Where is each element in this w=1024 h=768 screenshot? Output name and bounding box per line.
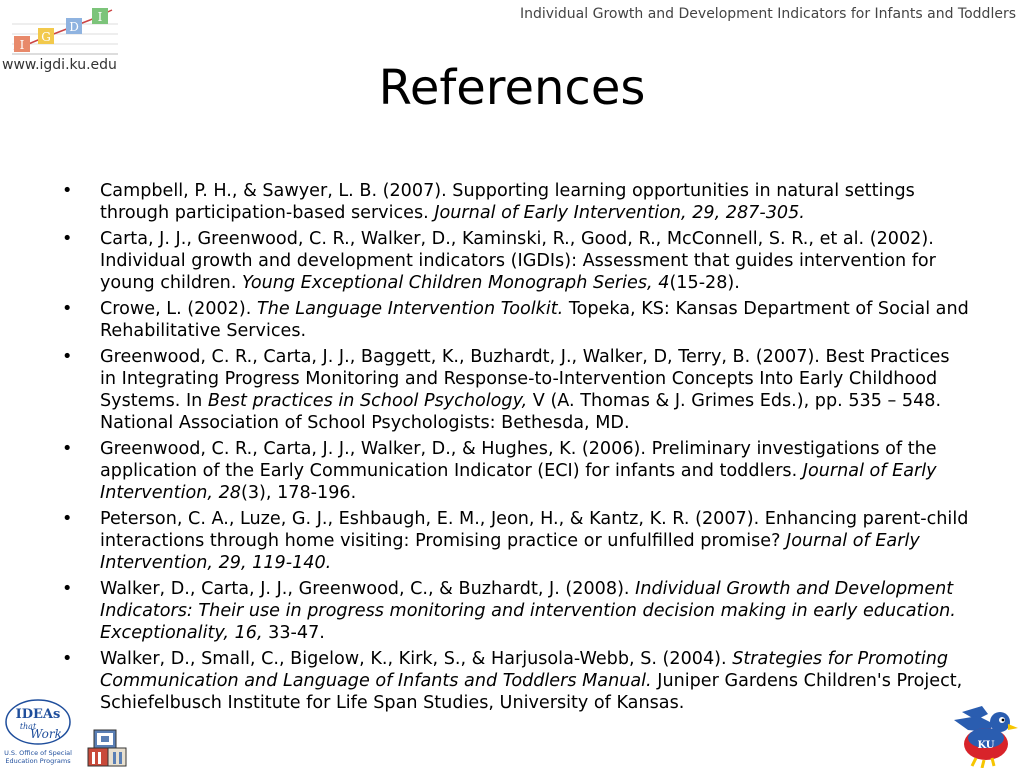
reference-text: 33-47. <box>262 623 325 643</box>
reference-item <box>60 346 970 434</box>
reference-text: Greenwood, C. R., Carta, J. J., Baggett, K., Buzhardt, J., Walker, D, Terry, B. (2007). Best Practices in Integrating Progress Monitoring and Response-to-Intervention Concepts Into Early Childhood Systems. In <box>100 347 950 411</box>
svg-text:Work: Work <box>30 727 62 741</box>
bullet-icon: • <box>62 347 73 367</box>
reference-italic-text: Journal of Early Intervention, 29, 119-140. <box>100 531 920 573</box>
toy-blocks-logo <box>86 728 128 768</box>
reference-italic-text: Best practices in School Psychology, <box>207 391 528 411</box>
reference-item <box>60 180 970 224</box>
svg-text:that: that <box>19 722 37 731</box>
reference-item <box>60 228 970 294</box>
bullet-icon: • <box>62 649 73 669</box>
reference-item <box>60 438 970 504</box>
header-subtitle: Individual Growth and Development Indicators for Infants and Toddlers <box>519 6 1016 22</box>
reference-text: Greenwood, C. R., Carta, J. J., Walker, D., & Hughes, K. (2006). Preliminary investigations of the application of the Early Communication Indicator (ECI) for infants and toddlers. <box>100 439 937 481</box>
svg-text:D: D <box>69 20 79 34</box>
svg-text:IDEAs: IDEAs <box>15 707 61 722</box>
ku-jayhawk-logo <box>948 702 1018 768</box>
page-title: References <box>378 60 646 116</box>
reference-item <box>60 648 970 714</box>
website-url[interactable]: www.igdi.ku.edu <box>2 57 117 73</box>
svg-text:Education Programs: Education Programs <box>5 757 71 765</box>
bullet-icon: • <box>62 509 73 529</box>
reference-text: Campbell, P. H., & Sawyer, L. B. (2007). Supporting learning opportunities in natural settings through participation-based services. <box>100 181 915 223</box>
bullet-icon: • <box>62 299 73 319</box>
reference-text: Walker, D., Carta, J. J., Greenwood, C., & Buzhardt, J. (2008). <box>100 579 636 599</box>
igdi-logo <box>8 4 120 60</box>
reference-item <box>60 578 970 644</box>
reference-text: (15-28). <box>669 273 740 293</box>
reference-text: Crowe, L. (2002). <box>100 299 257 319</box>
reference-text: Topeka, KS: Kansas Department of Social and Rehabilitative Services. <box>100 299 969 341</box>
reference-italic-text: Individual Growth and Development Indicators: Their use in progress monitoring and intervention decision making in early education. Exceptionality, 16, <box>100 579 956 643</box>
reference-text: Carta, J. J., Greenwood, C. R., Walker, D., Kaminski, R., Good, R., McConnell, S. R., et al. (2002). Individual growth and development indicators (IGDIs): Assessment that guides intervention for young children. <box>100 229 936 293</box>
svg-text:I: I <box>97 10 103 24</box>
bullet-icon: • <box>62 439 73 459</box>
bullet-icon: • <box>62 579 73 599</box>
reference-text: V (A. Thomas & J. Grimes Eds.), pp. 535 – 548. National Association of School Psychologists: Bethesda, MD. <box>100 391 942 433</box>
reference-italic-text: Journal of Early Intervention, 29, 287-305. <box>434 203 805 223</box>
reference-item <box>60 298 970 342</box>
reference-italic-text: Strategies for Promoting Communication and Language of Infants and Toddlers Manual. <box>100 649 949 691</box>
svg-text:KU: KU <box>977 740 995 751</box>
svg-text:U.S. Office of Special: U.S. Office of Special <box>4 749 72 757</box>
reference-item <box>60 508 970 574</box>
svg-text:I: I <box>19 38 25 52</box>
bullet-icon: • <box>62 229 73 249</box>
bullet-icon: • <box>62 181 73 201</box>
reference-italic-text: Journal of Early Intervention, 28 <box>100 461 937 503</box>
reference-text: Peterson, C. A., Luze, G. J., Eshbaugh, E. M., Jeon, H., & Kantz, K. R. (2007). Enhancing parent-child interactions through home visiting: Promising practice or unfulfilled promise? <box>100 509 969 551</box>
reference-italic-text: The Language Intervention Toolkit. <box>256 299 564 319</box>
reference-text: Juniper Gardens Children's Project, Schiefelbusch Institute for Life Span Studies, University of Kansas. <box>100 671 963 713</box>
svg-text:G: G <box>41 30 51 44</box>
reference-italic-text: Young Exceptional Children Monograph Series, 4 <box>242 273 670 293</box>
reference-text: Walker, D., Small, C., Bigelow, K., Kirk, S., & Harjusola-Webb, S. (2004). <box>100 649 733 669</box>
ideas-that-work-logo <box>2 698 80 768</box>
reference-text: (3), 178-196. <box>240 483 357 503</box>
references-list <box>60 180 970 718</box>
